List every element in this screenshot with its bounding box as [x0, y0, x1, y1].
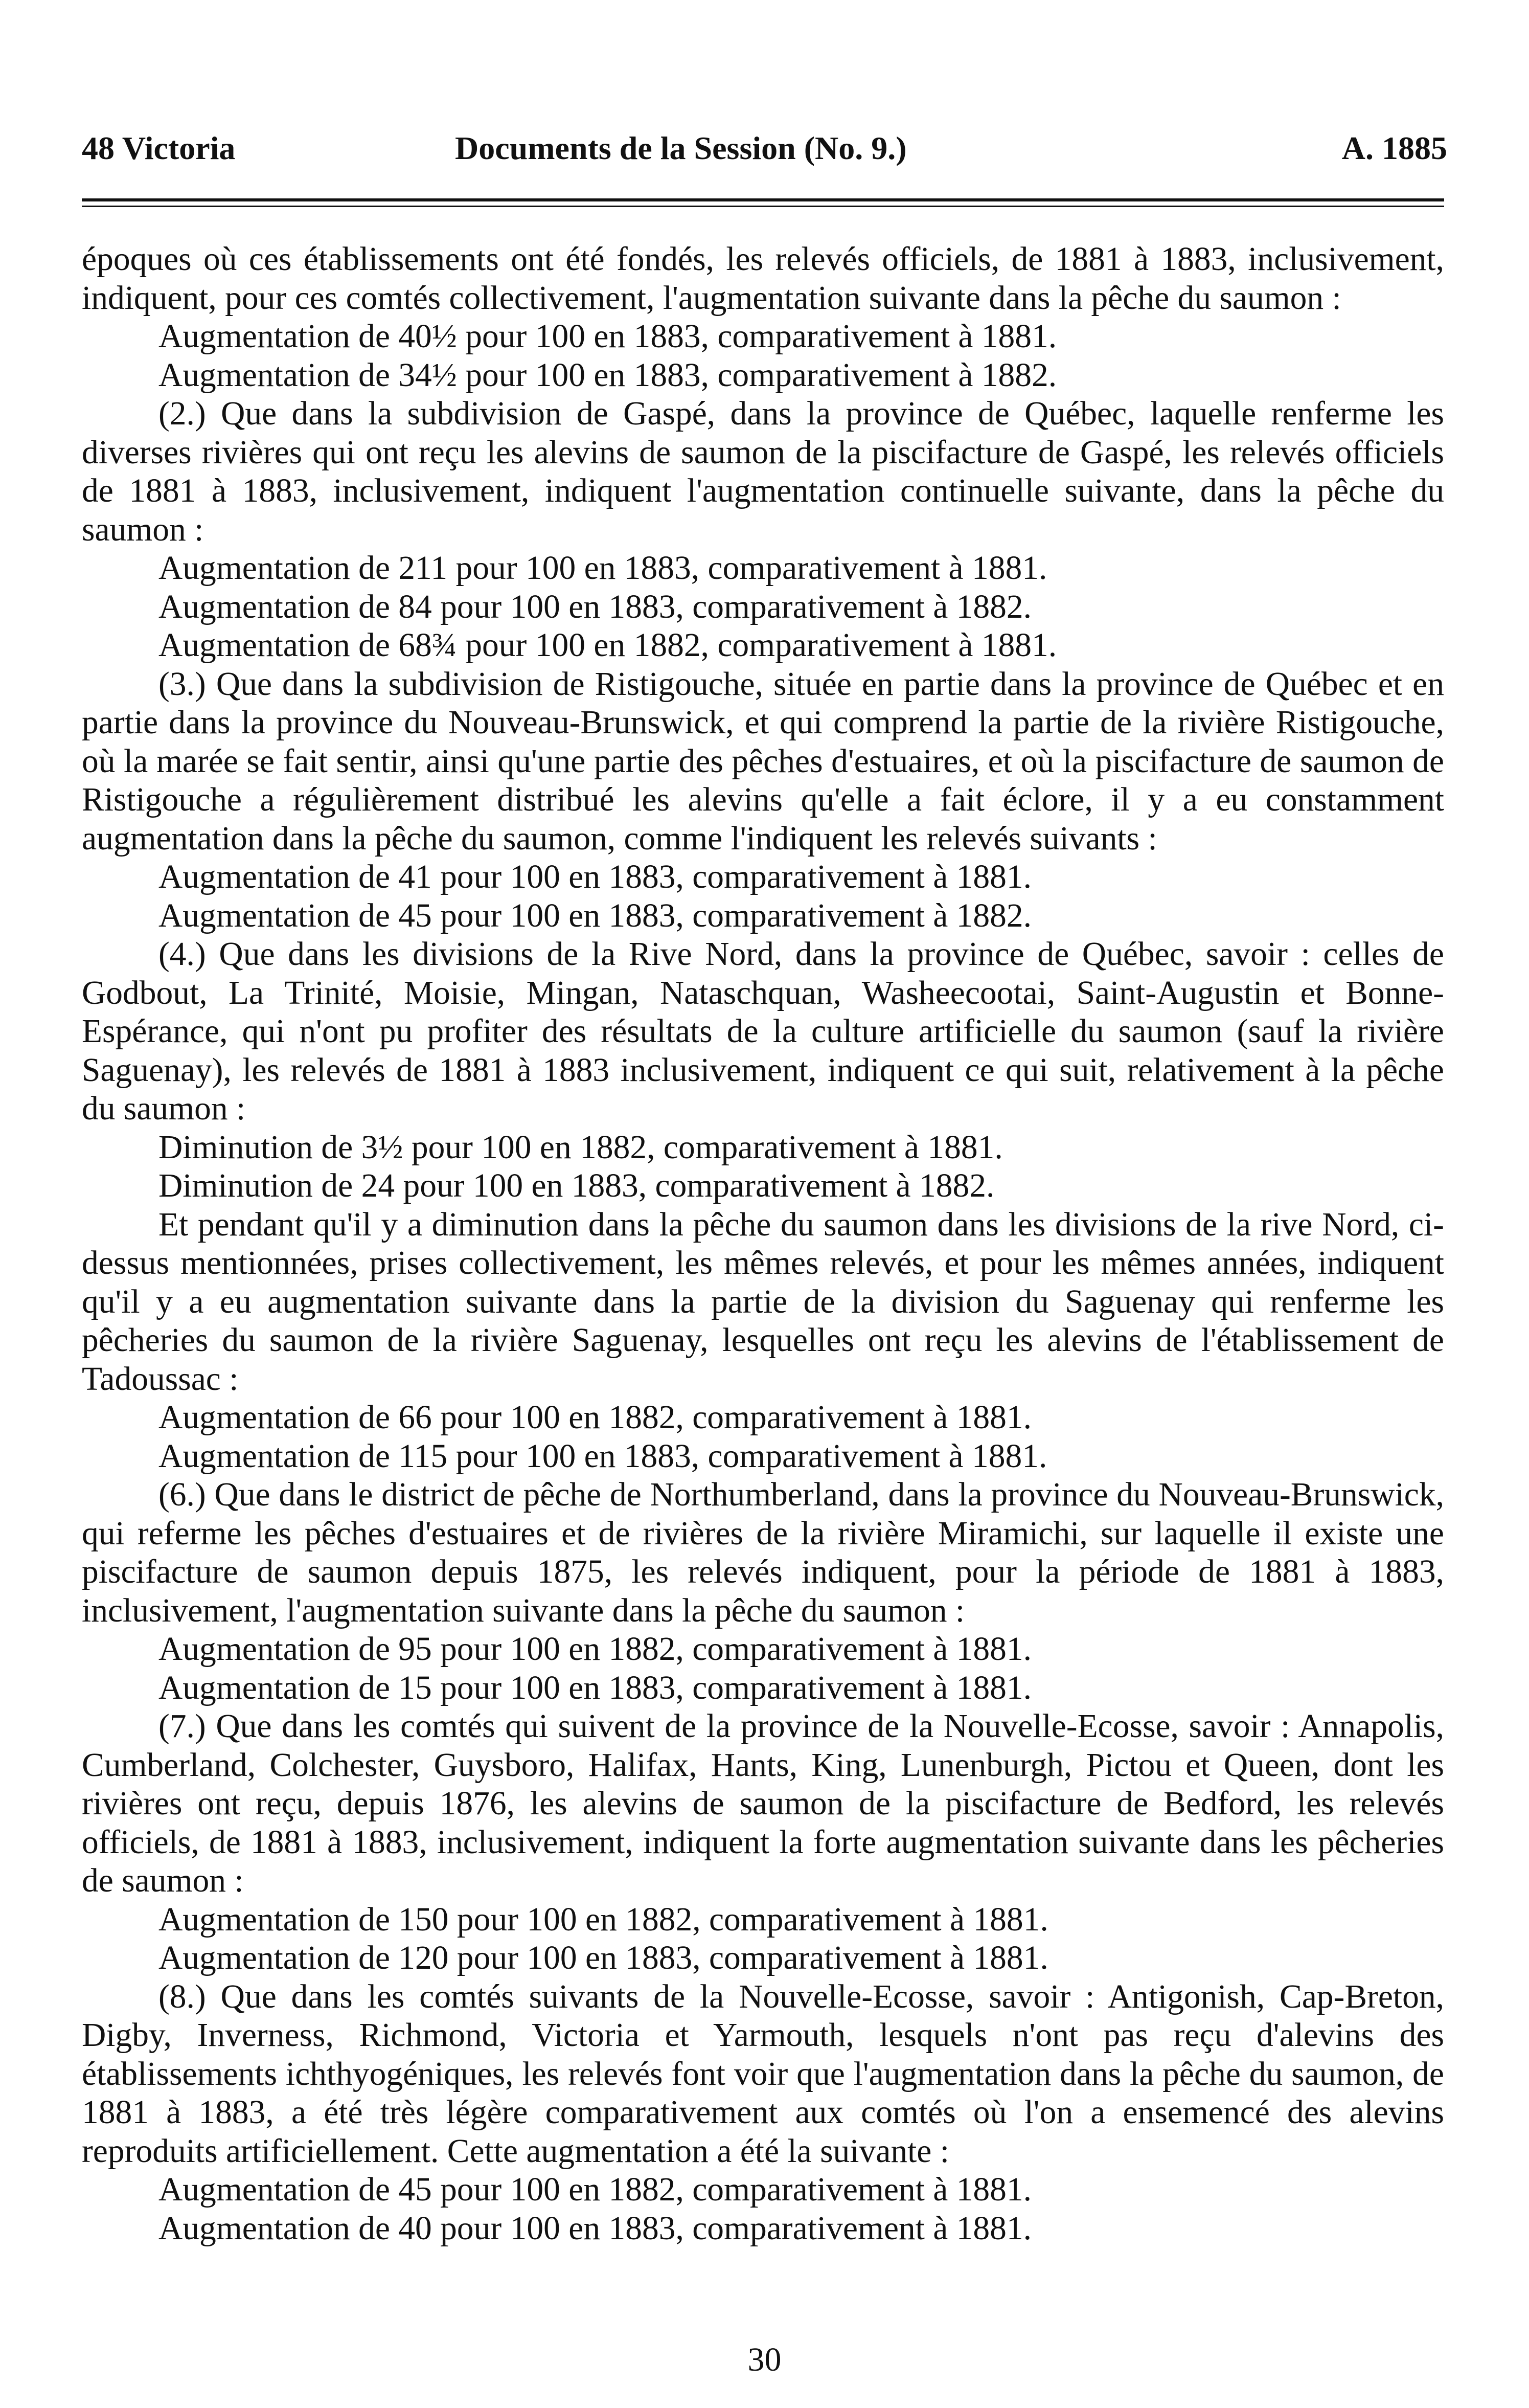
running-header — [82, 123, 1447, 174]
paragraph: époques où ces établissements ont été fondés, les relevés officiels, de 1881 à 1883, inclusivement, indiquent, pour ces comtés collectivement, l'augmentation suivante dans la pêche du saumon : — [82, 241, 1444, 317]
statistic-line: Augmentation de 45 pour 100 en 1883, comparativement à 1882. — [158, 897, 1032, 934]
header-rule-thin — [82, 206, 1444, 207]
statistic-line: Augmentation de 40½ pour 100 en 1883, comparativement à 1881. — [158, 318, 1057, 355]
statistic-line: Augmentation de 34½ pour 100 en 1883, comparativement à 1882. — [158, 356, 1057, 394]
statistic-line: Augmentation de 68¾ pour 100 en 1882, comparativement à 1881. — [158, 627, 1057, 664]
statistic-line: Augmentation de 45 pour 100 en 1882, comparativement à 1881. — [158, 2171, 1032, 2208]
statistic-line: Augmentation de 120 pour 100 en 1883, comparativement à 1881. — [158, 1940, 1048, 1976]
statistic-line: Augmentation de 150 pour 100 en 1882, comparativement à 1881. — [158, 1901, 1048, 1938]
header-left: 48 Victoria — [82, 130, 236, 166]
body-text — [82, 240, 1444, 2248]
paragraph: Et pendant qu'il y a diminution dans la pêche du saumon dans les divisions de la rive Nord, ci-dessus mentionnées, prises collectivement, les mêmes relevés, et pour les mêmes années, indiquent qu'il y a eu augmentation suivante dans la partie de la division du Saguenay qui renferme les pêcheries du saumon de la rivière Saguenay, lesquelles ont reçu les alevins de l'établissement de Tadoussac : — [82, 1206, 1444, 1398]
statistic-line: Augmentation de 15 pour 100 en 1883, comparativement à 1881. — [158, 1669, 1032, 1706]
statistic-line: Augmentation de 115 pour 100 en 1883, comparativement à 1881. — [158, 1437, 1047, 1475]
statistic-line: Augmentation de 211 pour 100 en 1883, comparativement à 1881. — [158, 550, 1047, 587]
page-number: 30 — [747, 2341, 782, 2378]
paragraph: (6.) Que dans le district de pêche de Northumberland, dans la province du Nouveau-Brunswick, qui referme les pêches d'estuaires et de rivières de la rivière Miramichi, sur laquelle il existe une piscifacture de saumon depuis 1875, les relevés indiquent, pour la période de 1881 à 1883, inclusivement, l'augmentation suivante dans la pêche du saumon : — [82, 1476, 1444, 1629]
paragraph: (3.) Que dans la subdivision de Ristigouche, située en partie dans la province de Québec et en partie dans la province du Nouveau-Brunswick, et qui comprend la partie de la rivière Ristigouche, où la marée se fait sentir, ainsi qu'une partie des pêches d'estuaires, et où la piscifacture de saumon de Ristigouche a régulièrement distribué les alevins qu'elle a fait éclore, il y a eu constamment augmentation dans la pêche du saumon, comme l'indiquent les relevés suivants : — [82, 665, 1444, 857]
statistic-line: Augmentation de 66 pour 100 en 1882, comparativement à 1881. — [158, 1399, 1032, 1436]
statistic-line: Diminution de 3½ pour 100 en 1882, comparativement à 1881. — [158, 1129, 1003, 1166]
paragraph: (7.) Que dans les comtés qui suivent de la province de la Nouvelle-Ecosse, savoir : Annapolis, Cumberland, Colchester, Guysboro, Halifax, Hants, King, Lunenburgh, Pictou et Queen, dont les rivières ont reçu, depuis 1876, les alevins de saumon de la piscifacture de Bedford, les relevés officiels, de 1881 à 1883, inclusivement, indiquent la forte augmentation suivante dans les pêcheries de saumon : — [82, 1708, 1444, 1899]
paragraph: (2.) Que dans la subdivision de Gaspé, dans la province de Québec, laquelle renferme les diverses rivières qui ont reçu les alevins de saumon de la piscifacture de Gaspé, les relevés officiels de 1881 à 1883, inclusivement, indiquent l'augmentation continuelle suivante, dans la pêche du saumon : — [82, 395, 1444, 548]
statistic-line: Augmentation de 95 pour 100 en 1882, comparativement à 1881. — [158, 1631, 1032, 1668]
statistic-line: Augmentation de 40 pour 100 en 1883, comparativement à 1881. — [158, 2210, 1032, 2247]
paragraph: (8.) Que dans les comtés suivants de la Nouvelle-Ecosse, savoir : Antigonish, Cap-Breton, Digby, Inverness, Richmond, Victoria et Yarmouth, lesquels n'ont pas reçu d'alevins des établissements ichthyogéniques, les relevés font voir que l'augmentation dans la pêche du saumon, de 1881 à 1883, a été très légère comparativement aux comtés où l'on a ensemencé des alevins reproduits artificiellement. Cette augmentation a été la suivante : — [82, 1978, 1444, 2170]
paragraph: (4.) Que dans les divisions de la Rive Nord, dans la province de Québec, savoir : celles de Godbout, La Trinité, Moisie, Mingan, Nataschquan, Washeecootai, Saint-Augustin et Bonne-Espérance, qui n'ont pu profiter des résultats de la culture artificielle du saumon (sauf la rivière Saguenay), les relevés de 1881 à 1883 inclusivement, indiquent ce qui suit, relativement à la pêche du saumon : — [82, 936, 1444, 1127]
header-center: Documents de la Session (No. 9.) — [455, 130, 907, 166]
statistic-line: Diminution de 24 pour 100 en 1883, comparativement à 1882. — [158, 1167, 995, 1204]
header-right: A. 1885 — [1341, 130, 1447, 166]
header-rule-thick — [82, 198, 1444, 201]
statistic-line: Augmentation de 84 pour 100 en 1883, comparativement à 1882. — [158, 588, 1032, 625]
statistic-line: Augmentation de 41 pour 100 en 1883, comparativement à 1881. — [158, 859, 1032, 895]
